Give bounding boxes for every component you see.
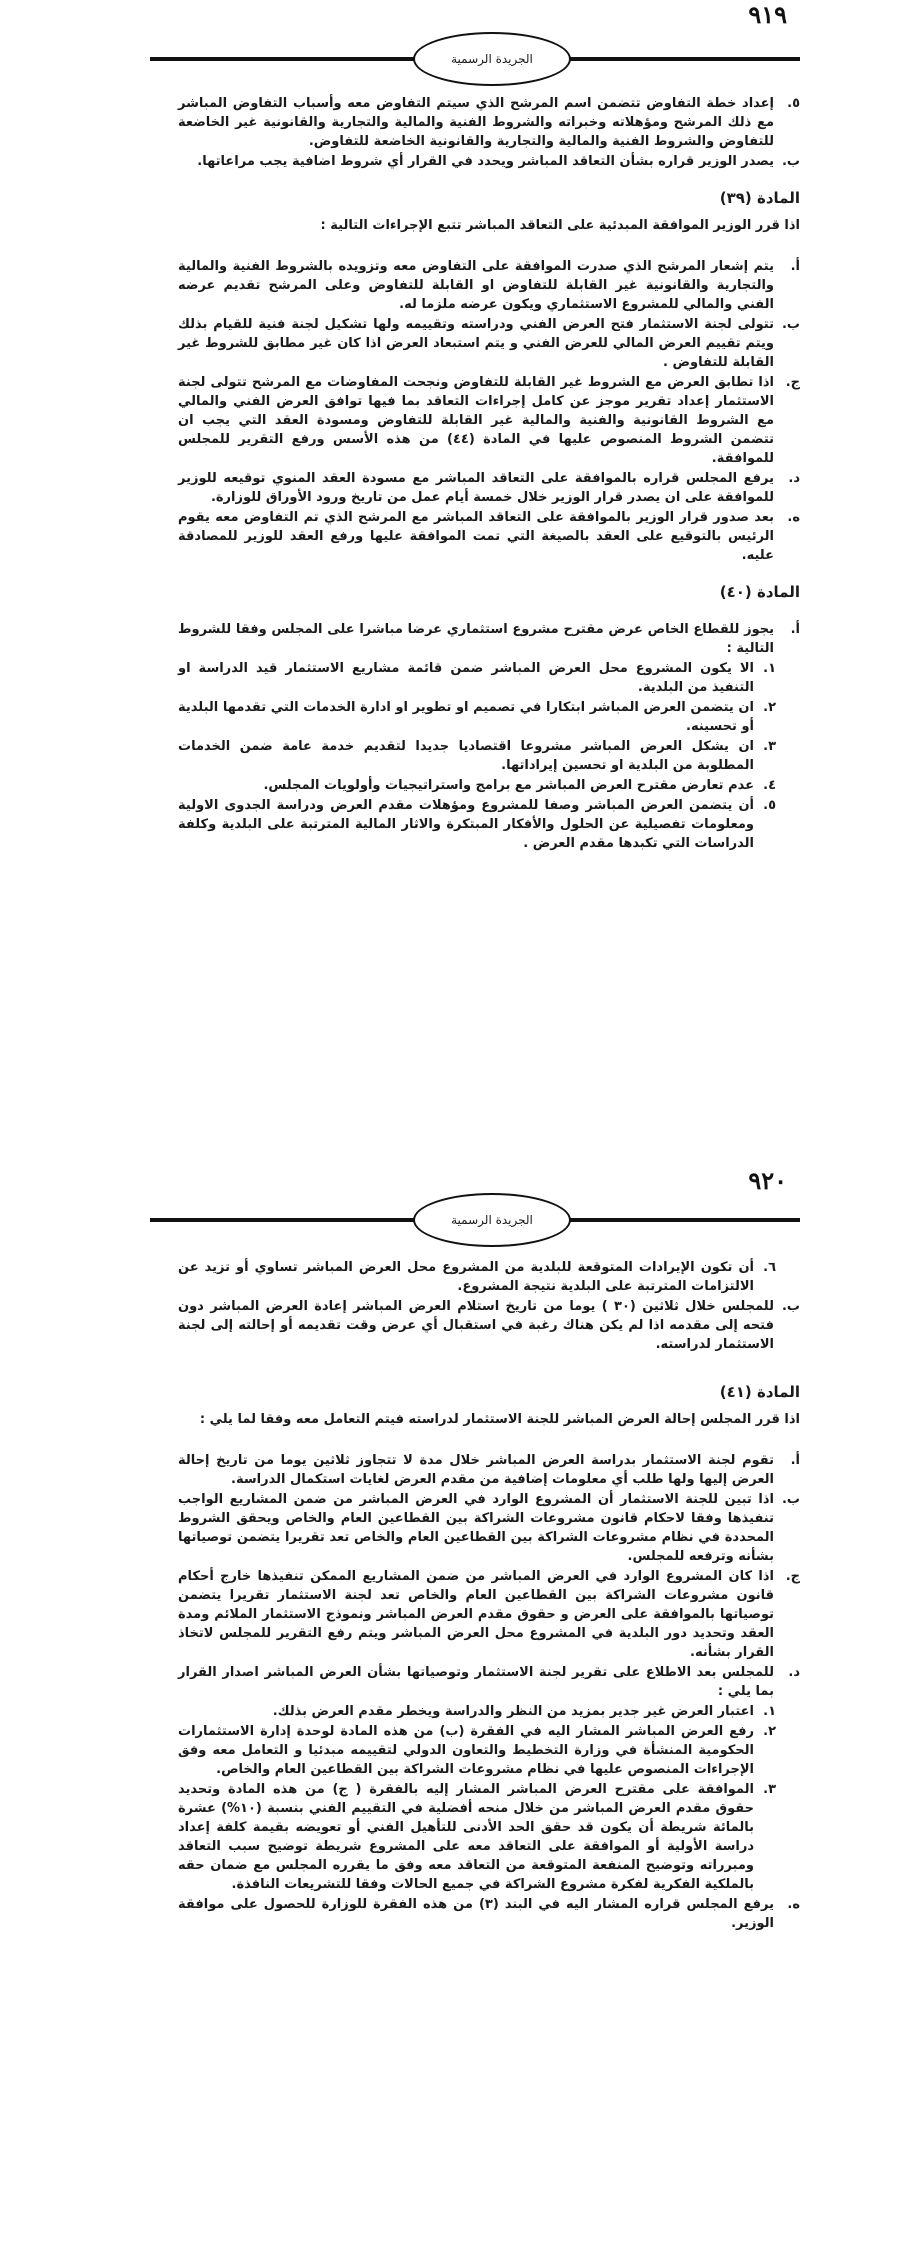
- item-marker: ب.: [781, 1299, 800, 1314]
- item-marker: أ.: [790, 259, 800, 274]
- item-text: الا يكون المشروع محل العرض المباشر ضمن قائمة مشاريع الاستثمار قيد الدراسة او التنفيذ من البلدية.: [178, 661, 754, 695]
- sub-list-item: [178, 1780, 800, 1894]
- item-text: إعداد خطة التفاوض تتضمن اسم المرشح الذي سيتم التفاوض معه وأسباب التفاوض المباشر مع ذلك المرشح ومؤهلاته وخبراته والشروط الفنية والمالية والتجارية والقانونية غير الخاضعة للتفاوض والشروط الفنية والمالية والتجارية والقانونية الخاضعة للتفاوض.: [178, 96, 774, 149]
- item-text: ان يشكل العرض المباشر مشروعا اقتصاديا جديدا لتقديم خدمة عامة ضمن الخدمات المطلوبة من البلدية او تحسين إيراداتها.: [178, 739, 754, 773]
- gazette-label: الجريدة الرسمية: [451, 52, 533, 66]
- item-text: اذا تطابق العرض مع الشروط غير القابلة للتفاوض ونجحت المفاوضات مع المرشح تتولى لجنة الاستثمار إعداد تقرير موجز عن كامل إجراءات التعاقد بما فيها توافق العرض الفني والمالي مع الشروط القانونية والفنية والمالية غير القابلة للتفاوض ومسودة العقد التي يجب ان تتضمن الشروط المنصوص عليها في المادة (٤٤) من هذه الأسس ورفع التقرير للمجلس للموافقة.: [178, 375, 775, 466]
- list-item: [178, 1895, 800, 1933]
- item-text: يصدر الوزير قراره بشأن التعاقد المباشر ويحدد في القرار أي شروط اضافية يجب مراعاتها.: [197, 154, 774, 169]
- item-text: يتم إشعار المرشح الذي صدرت الموافقة على التفاوض معه وتزويده بالشروط الفنية والمالية والتجارية والقانونية غير القابلة للتفاوض او القابلة للتفاوض وعلى المرشح تقديم عرضه الفني والمالي للمشروع الاستثماري ويكون عرضه ملزما له.: [178, 259, 774, 312]
- item-marker: ه.: [787, 510, 800, 525]
- item-text: تقوم لجنة الاستثمار بدراسة العرض المباشر خلال مدة لا تتجاوز ثلاثين يوما من تاريخ إحالة العرض إليها ولها طلب أي معلومات إضافية من مقدم العرض لغايات استكمال الدراسة.: [178, 1453, 774, 1487]
- sub-list-item: [178, 737, 800, 775]
- item-text: للمجلس خلال ثلاثين (٣٠ ) يوما من تاريخ استلام العرض المباشر إعادة العرض المباشر دون فتحه إلى مقدمه اذا لم يكن هناك رغبة في استقبال أي عرض وقت تقديمه أو إحالته إلى لجنة الاستثمار لدراسته.: [178, 1299, 774, 1352]
- item-marker: ٢.: [763, 1724, 776, 1739]
- item-text: الموافقة على مقترح العرض المباشر المشار إليه بالفقرة ( ج) من هذه المادة وتحديد حقوق مقدم العرض المباشر من خلال منحه أفضلية في التقييم الفني بنسبة (١٠%) عشرة بالمائة شريطة أن يكون قد حقق الحد الأدنى للتأهيل الفني أو تعويضه بقيمة كلفة إعداد دراسة الأولية أو الموافقة على التعاقد معه على المشروع شريطة توضيح سبب التعاقد ومبرراته وتوضيح المنفعة المتوقعة من التعاقد معه وفق ما يقرره المجلس مع ضمان حقه بالملكية الفكرية لفكرة مشروع الشراكة في جميع الحالات وفقا للتشريعات النافذة.: [178, 1782, 754, 1892]
- item-text: عدم تعارض مقترح العرض المباشر مع برامج واستراتيجيات وأولويات المجلس.: [263, 778, 754, 793]
- article-intro: اذا قرر الوزير الموافقة المبدئية على التعاقد المباشر تتبع الإجراءات التالية :: [320, 218, 800, 233]
- item-marker: ج.: [785, 1569, 800, 1584]
- sub-list-item: [178, 1258, 800, 1296]
- item-marker: ب.: [781, 317, 800, 332]
- sub-list-item: [178, 1722, 800, 1779]
- gazette-page-919: [0, 0, 912, 1120]
- item-marker: د.: [788, 471, 800, 486]
- list-item: [178, 1490, 800, 1566]
- list-item: [178, 469, 800, 507]
- list-item: [178, 1567, 800, 1662]
- item-text: ان يتضمن العرض المباشر ابتكارا في تصميم او تطوير او ادارة الخدمات التي تقدمها البلدية أو تحسينه.: [178, 700, 754, 734]
- list-item: [178, 315, 800, 372]
- sub-list-item: [178, 1702, 800, 1721]
- item-marker: ٣.: [763, 739, 776, 754]
- list-item: [178, 620, 800, 658]
- item-marker: ٣.: [763, 1782, 776, 1797]
- list-item: [178, 1451, 800, 1489]
- article-title: المادة (٣٩): [719, 189, 800, 207]
- gazette-header-oval: [413, 32, 571, 86]
- list-item: [178, 1297, 800, 1354]
- list-item: [178, 373, 800, 468]
- page-content: [178, 94, 800, 854]
- list-item: [178, 508, 800, 565]
- item-marker: ج.: [785, 375, 800, 390]
- article-title: المادة (٤١): [719, 1383, 800, 1401]
- item-marker: ٥.: [763, 798, 776, 813]
- list-item: [178, 94, 800, 151]
- item-text: أن يتضمن العرض المباشر وصفا للمشروع ومؤهلات مقدم العرض ودراسة الجدوى الاولية ومعلومات تفصيلية عن الحلول والأفكار المبتكرة والاثار المالية المترتبة على البلدية وكلفة الدراسات التي تكبدها مقدم العرض .: [178, 798, 754, 851]
- item-marker: ه.: [787, 1897, 800, 1912]
- item-marker: د.: [788, 1665, 800, 1680]
- list-item: [178, 257, 800, 314]
- item-marker: ب.: [781, 154, 800, 169]
- item-marker: ١.: [763, 1704, 776, 1719]
- list-item: [178, 1663, 800, 1701]
- item-marker: ب.: [781, 1492, 800, 1507]
- item-text: يرفع المجلس قراره بالموافقة على التعاقد المباشر مع مسودة العقد المنوي توقيعه للوزير للموافقة على ان يصدر قرار الوزير خلال خمسة أيام عمل من تاريخ ورود الأوراق للوزارة.: [178, 471, 774, 505]
- sub-list-item: [178, 698, 800, 736]
- item-marker: ٦.: [763, 1260, 776, 1275]
- gazette-page-920: [0, 1120, 912, 2246]
- sub-list-item: [178, 796, 800, 853]
- article-title: المادة (٤٠): [719, 583, 800, 601]
- item-marker: أ.: [790, 622, 800, 637]
- item-text: رفع العرض المباشر المشار اليه في الفقرة (ب) من هذه المادة لوحدة إدارة الاستثمارات الحكومية المنشأة في وزارة التخطيط والتعاون الدولي لتقييمه مبدئيا و التعامل معه وفق الإجراءات المنصوص عليها في نظام مشروعات الشراكة بين القطاعين العام والخاص.: [178, 1724, 754, 1777]
- item-marker: ٥.: [787, 96, 800, 111]
- item-marker: أ.: [790, 1453, 800, 1468]
- page-number: ٩١٩: [748, 0, 787, 29]
- list-item: [178, 152, 800, 171]
- page-content: [178, 1258, 800, 1934]
- gazette-label: الجريدة الرسمية: [451, 1213, 533, 1227]
- item-text: اذا كان المشروع الوارد في العرض المباشر من ضمن المشاريع الممكن تنفيذها خارج أحكام قانون مشروعات الشراكة بين القطاعين العام والخاص تعد لجنة الاستثمار تقريرا يتضمن توصياتها بالموافقة على العرض و حقوق مقدم العرض المباشر ونموذج الاستثمار الملائم ومدة العقد وتحديد دور البلدية في المشروع محل العرض المباشر ويتم رفع التقرير للمجلس لاتخاذ القرار بشأنه.: [178, 1569, 774, 1660]
- item-marker: ٢.: [763, 700, 776, 715]
- item-text: اذا تبين للجنة الاستثمار أن المشروع الوارد في العرض المباشر من ضمن المشاريع الواجب تنفيذها وفقا لاحكام قانون مشروعات الشراكة بين القطاعين العام والخاص ويحقق الشروط المحددة في نظام مشروعات الشراكة بين القطاعين العام والخاص تعد تقريرا يتضمن توصياتها بشأنه وترفعه للمجلس.: [178, 1492, 774, 1564]
- item-text: اعتبار العرض غير جدير بمزيد من النظر والدراسة ويخطر مقدم العرض بذلك.: [272, 1704, 754, 1719]
- article-intro: اذا قرر المجلس إحالة العرض المباشر للجنة الاستثمار لدراسته فيتم التعامل معه وفقا لما يلي :: [199, 1412, 800, 1427]
- sub-list-item: [178, 659, 800, 697]
- page-number: ٩٢٠: [748, 1166, 787, 1195]
- item-text: يجوز للقطاع الخاص عرض مقترح مشروع استثماري عرضا مباشرا على المجلس وفقا للشروط التالية :: [178, 622, 774, 656]
- item-marker: ٤.: [763, 778, 776, 793]
- item-text: بعد صدور قرار الوزير بالموافقة على التعاقد المباشر مع المرشح الذي تم التفاوض معه يقوم الرئيس بالتوقيع على العقد بالصيغة التي تمت الموافقة عليها ورفع العقد للوزير للمصادقة عليه.: [178, 510, 774, 563]
- item-text: أن تكون الإيرادات المتوقعة للبلدية من المشروع محل العرض المباشر تساوي أو تزيد عن الالتزامات المترتبة على البلدية نتيجة المشروع.: [178, 1260, 754, 1294]
- item-marker: ١.: [763, 661, 776, 676]
- gazette-header-oval: [413, 1193, 571, 1247]
- sub-list-item: [178, 776, 800, 795]
- item-text: للمجلس بعد الاطلاع على تقرير لجنة الاستثمار وتوصياتها بشأن العرض المباشر اصدار القرار بما يلي :: [178, 1665, 774, 1699]
- item-text: يرفع المجلس قراره المشار اليه في البند (٣) من هذه الفقرة للوزارة للحصول على موافقة الوزير.: [178, 1897, 775, 1931]
- item-text: تتولى لجنة الاستثمار فتح العرض الفني ودراسته وتقييمه ولها تشكيل لجنة فنية للقيام بذلك ويتم تقييم العرض المالي للعرض الفني و يتم استبعاد العرض اذا كان غير مطابق للشروط غير القابلة للتفاوض .: [178, 317, 774, 370]
